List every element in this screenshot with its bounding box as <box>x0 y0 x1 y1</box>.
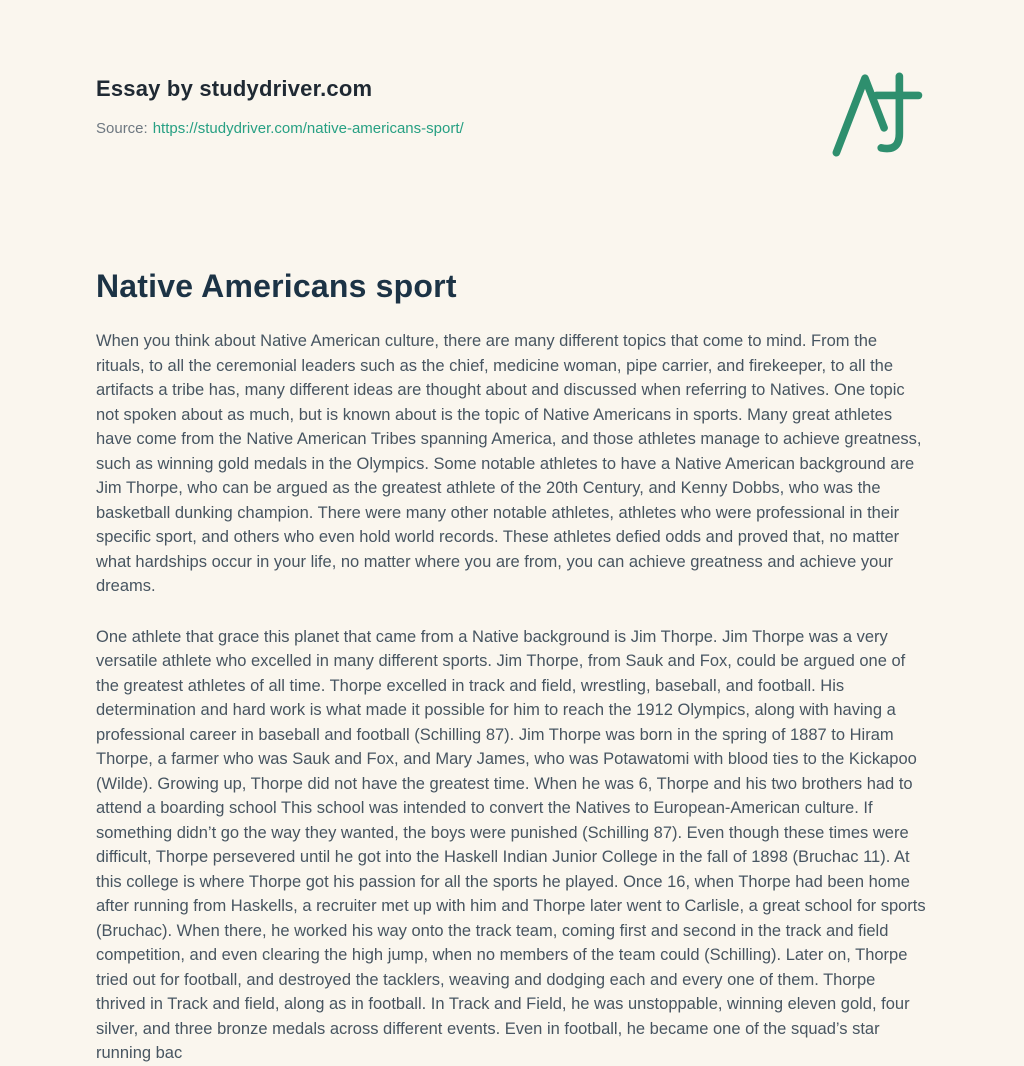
document-header <box>96 76 928 160</box>
studydriver-logo <box>823 68 928 160</box>
essay-paragraph-2: One athlete that grace this planet that came from a Native background is Jim Thorpe. Jim Thorpe was a very versatile athlete who excelled in many different sports. Jim Thorpe, from Sauk and Fox, could be argued one of the greatest athletes of all time. Thorpe excelled in track and field, wrestling, baseball, and football. His determination and hard work is what made it possible for him to reach the 1912 Olympics, along with having a professional career in baseball and football (Schilling 87). Jim Thorpe was born in the spring of 1887 to Hiram Thorpe, a farmer who was Sauk and Fox, and Mary James, who was Potawatomi with blood ties to the Kickapoo (Wilde). Growing up, Thorpe did not have the greatest time. When he was 6, Thorpe and his two brothers had to attend a boarding school This school was intended to convert the Natives to European-American culture. If something didn’t go the way they wanted, the boys were punished (Schilling 87). Even though these times were difficult, Thorpe persevered until he got into the Haskell Indian Junior College in the fall of 1898 (Bruchac 11). At this college is where Thorpe got his passion for all the sports he played. Once 16, when Thorpe had been home after running from Haskells, a recruiter met up with him and Thorpe later went to Carlisle, a great school for sports (Bruchac). When there, he worked his way onto the track team, coming first and second in the track and field competition, and even clearing the high jump, when no members of the team could (Schilling). Later on, Thorpe tried out for football, and destroyed the tacklers, weaving and dodging each and every one of them. Thorpe thrived in Track and field, along as in football. In Track and Field, he was unstoppable, winning eleven gold, four silver, and three bronze medals across different events. Even in football, he became one of the squad’s star running bac <box>96 627 926 1062</box>
essay-body <box>96 268 928 1066</box>
source-link[interactable]: https://studydriver.com/native-americans-sport/ <box>152 120 464 137</box>
a-plus-icon <box>823 68 928 160</box>
essay-title: Native Americans sport <box>96 268 457 304</box>
source-label: Source: <box>96 120 148 137</box>
source-line <box>96 120 464 137</box>
byline: Essay by studydriver.com <box>96 76 373 101</box>
header-text-block <box>96 76 464 137</box>
essay-paragraph-1: When you think about Native American culture, there are many different topics that come to mind. From the rituals, to all the ceremonial leaders such as the chief, medicine woman, pipe carrier, and firekeeper, to all the artifacts a tribe has, many different ideas are thought about and discussed when referring to Natives. One topic not spoken about as much, but is known about is the topic of Native Americans in sports. Many great athletes have come from the Native American Tribes spanning America, and those athletes manage to achieve greatness, such as winning gold medals in the Olympics. Some notable athletes to have a Native American background are Jim Thorpe, who can be argued as the greatest athlete of the 20th Century, and Kenny Dobbs, who was the basketball dunking champion. There were many other notable athletes, athletes who were professional in their specific sport, and others who even hold world records. These athletes defied odds and proved that, no matter what hardships occur in your life, no matter where you are from, you can achieve greatness and achieve your dreams. <box>96 332 922 595</box>
